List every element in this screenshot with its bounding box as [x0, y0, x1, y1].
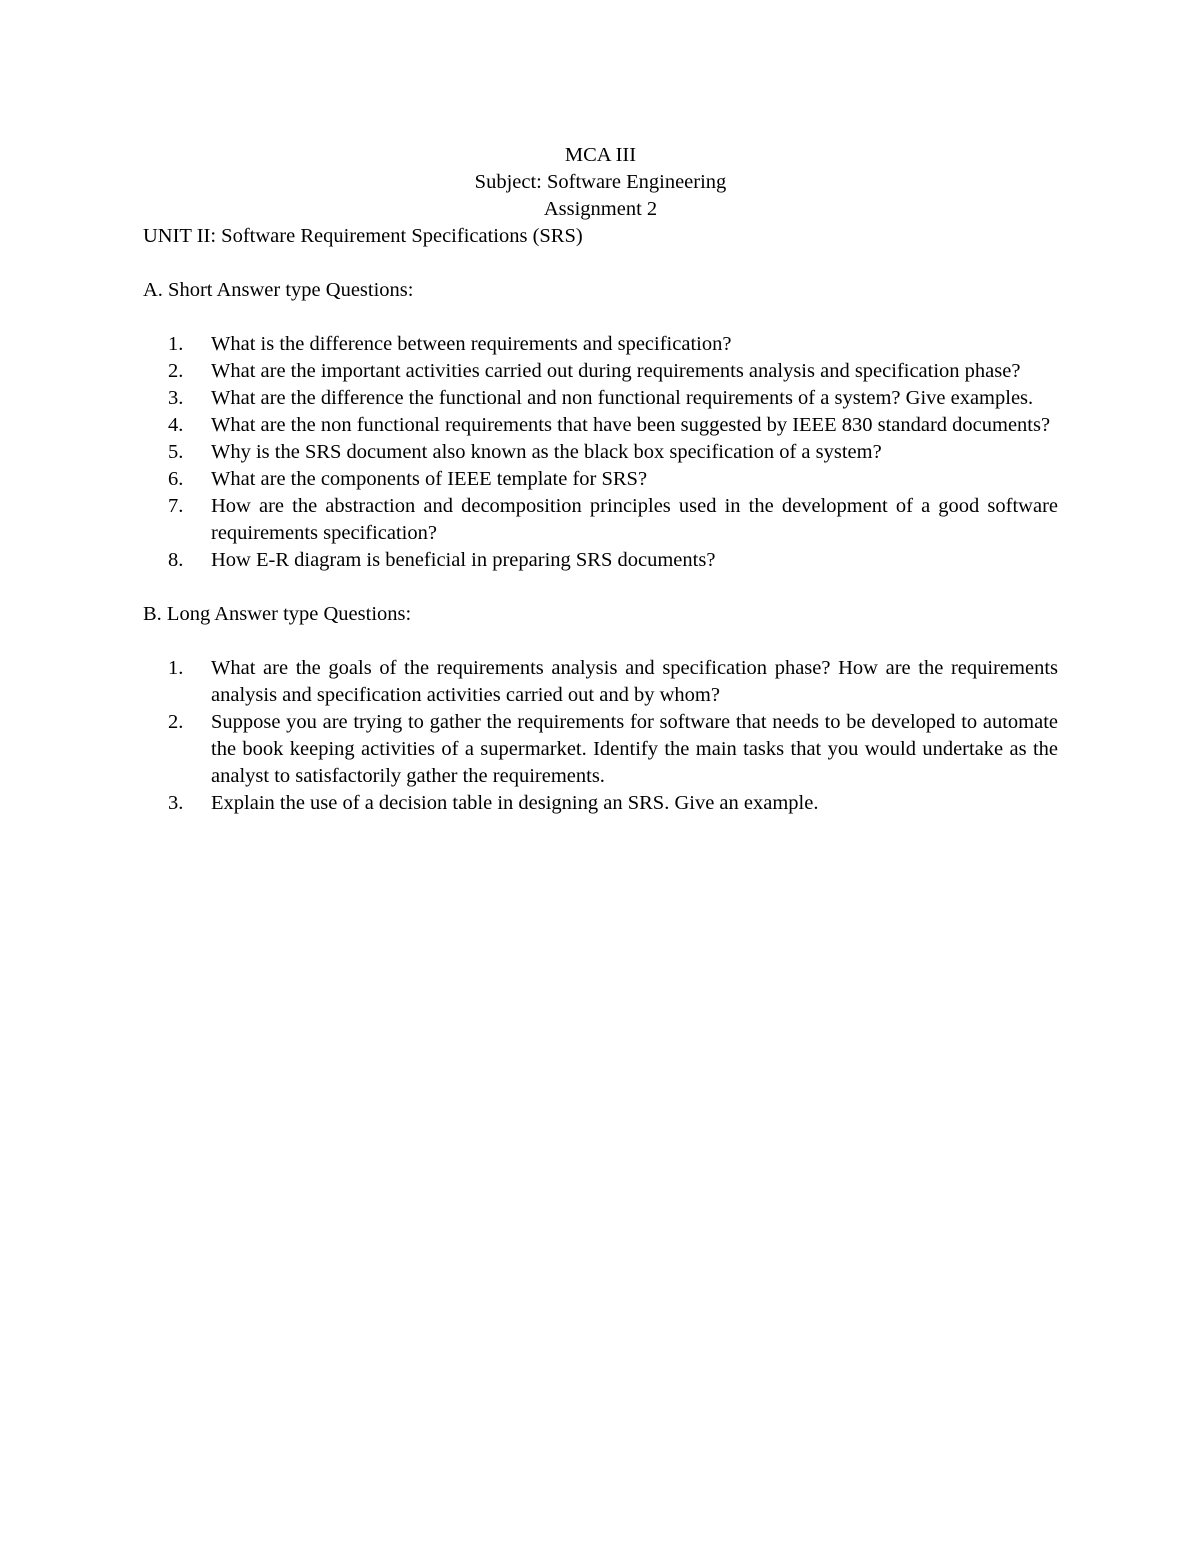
section-a-question-7 [143, 493, 1058, 547]
question-text: What are the difference the functional and non functional requirements of a system? Give examples. [211, 387, 1034, 409]
question-text: What are the components of IEEE template for SRS? [211, 468, 648, 490]
section-a-question-4 [143, 412, 1058, 439]
question-number: 5. [168, 441, 184, 463]
question-number: 2. [168, 711, 184, 733]
question-text: Explain the use of a decision table in designing an SRS. Give an example. [211, 792, 819, 814]
question-number: 1. [168, 657, 184, 679]
question-number: 3. [168, 792, 184, 814]
question-text: What are the non functional requirements that have been suggested by IEEE 830 standard documents? [211, 414, 1051, 436]
question-number: 7. [168, 495, 184, 517]
question-text: Why is the SRS document also known as the black box specification of a system? [211, 441, 882, 463]
section-a-question-list [143, 331, 1058, 574]
question-number: 3. [168, 387, 184, 409]
subject-title: Subject: Software Engineering [474, 171, 727, 193]
question-number: 4. [168, 414, 184, 436]
section-a-heading: A. Short Answer type Questions: [143, 279, 414, 301]
course-title: MCA III [564, 144, 637, 166]
section-b-question-1 [143, 655, 1058, 709]
section-a-question-3 [143, 385, 1058, 412]
question-text: Suppose you are trying to gather the requirements for software that needs to be developed to automate the book keeping activities of a supermarket. Identify the main tasks that you would undertake as the analyst to satisfactorily gather the requirements. [211, 711, 1058, 787]
question-number: 1. [168, 333, 184, 355]
section-a-question-8 [143, 547, 1058, 574]
unit-title: UNIT II: Software Requirement Specifications (SRS) [143, 225, 583, 247]
question-number: 8. [168, 549, 184, 571]
question-text: How are the abstraction and decomposition principles used in the development of a good software requirements specification? [211, 495, 1058, 544]
section-a-question-2 [143, 358, 1058, 385]
question-number: 6. [168, 468, 184, 490]
assignment-title: Assignment 2 [543, 198, 658, 220]
question-number: 2. [168, 360, 184, 382]
section-b-question-list [143, 655, 1058, 817]
question-text: How E-R diagram is beneficial in preparing SRS documents? [211, 549, 716, 571]
question-text: What are the goals of the requirements analysis and specification phase? How are the requirements analysis and specification activities carried out and by whom? [211, 657, 1058, 706]
section-a-question-1 [143, 331, 1058, 358]
section-b-heading: B. Long Answer type Questions: [143, 603, 412, 625]
document-content [143, 142, 1058, 817]
question-text: What are the important activities carried out during requirements analysis and specification phase? [211, 360, 1021, 382]
section-b-question-3 [143, 790, 1058, 817]
section-a-question-6 [143, 466, 1058, 493]
section-a-question-5 [143, 439, 1058, 466]
question-text: What is the difference between requirements and specification? [211, 333, 732, 355]
section-b-question-2 [143, 709, 1058, 790]
